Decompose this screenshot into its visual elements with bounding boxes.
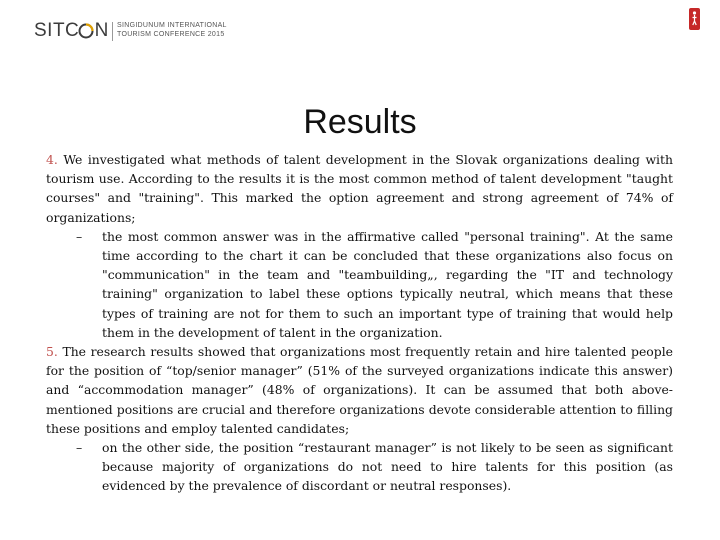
dash-bullet: – [76,228,83,244]
logo-word-end: N [94,20,109,41]
dash-bullet: – [76,440,83,456]
logo-wordmark [34,18,109,44]
item-4-text: We investigated what methods of talent development in the Slovak organizations dealing with tourism use. According to the results it is the most common method of talent development "taught courses" and "training". This marked the option agreement and strong agreement of 74% of organizations; [46,152,673,225]
logo-o-icon [79,18,94,44]
item-4-number: 4. [46,152,58,167]
logo-divider [112,22,113,41]
slide-content [46,150,673,496]
item-5-text: The research results showed that organizations most frequently retain and hire talented people for the position of “top/senior manager” (51% of the surveyed organizations indicate this answer) and “accommodation manager” (48% of organizations). It can be assumed that both above-mentioned positions are crucial and therefore organizations devote considerable attention to filling these positions and employ talented candidates; [46,344,673,436]
logo-line-2: TOURISM CONFERENCE 2015 [117,31,225,38]
item-4-bullet-text: the most common answer was in the affirmative called "personal training". At the same time according to the chart it can be concluded that these organizations also focus on "communication" in the team and "teambuilding„, regarding the "IT and technology training" organization to label these options typically neutral, which means that these types of training are not for them to such an important type of training that would help them in the development of talent in the organization. [102,228,673,340]
item-5-paragraph [46,342,673,438]
item-5-number: 5. [46,344,58,360]
item-4-paragraph [46,150,673,227]
item-4-bullet [76,227,673,342]
item-5-bullet-text: on the other side, the position “restaurant manager” is not likely to be seen as significant because majority of organizations do not need to hire talents for this position (as evidenced by the prevalence of discordant or neutral responses). [102,440,673,494]
logo-word-start: SITC [34,20,80,41]
item-5-bullet [76,438,673,496]
figure-badge-icon [689,8,700,30]
slide-title: Results [303,102,417,141]
logo-line-1: SINGIDUNUM INTERNATIONAL [117,22,227,29]
logo-subtitle [117,21,297,39]
